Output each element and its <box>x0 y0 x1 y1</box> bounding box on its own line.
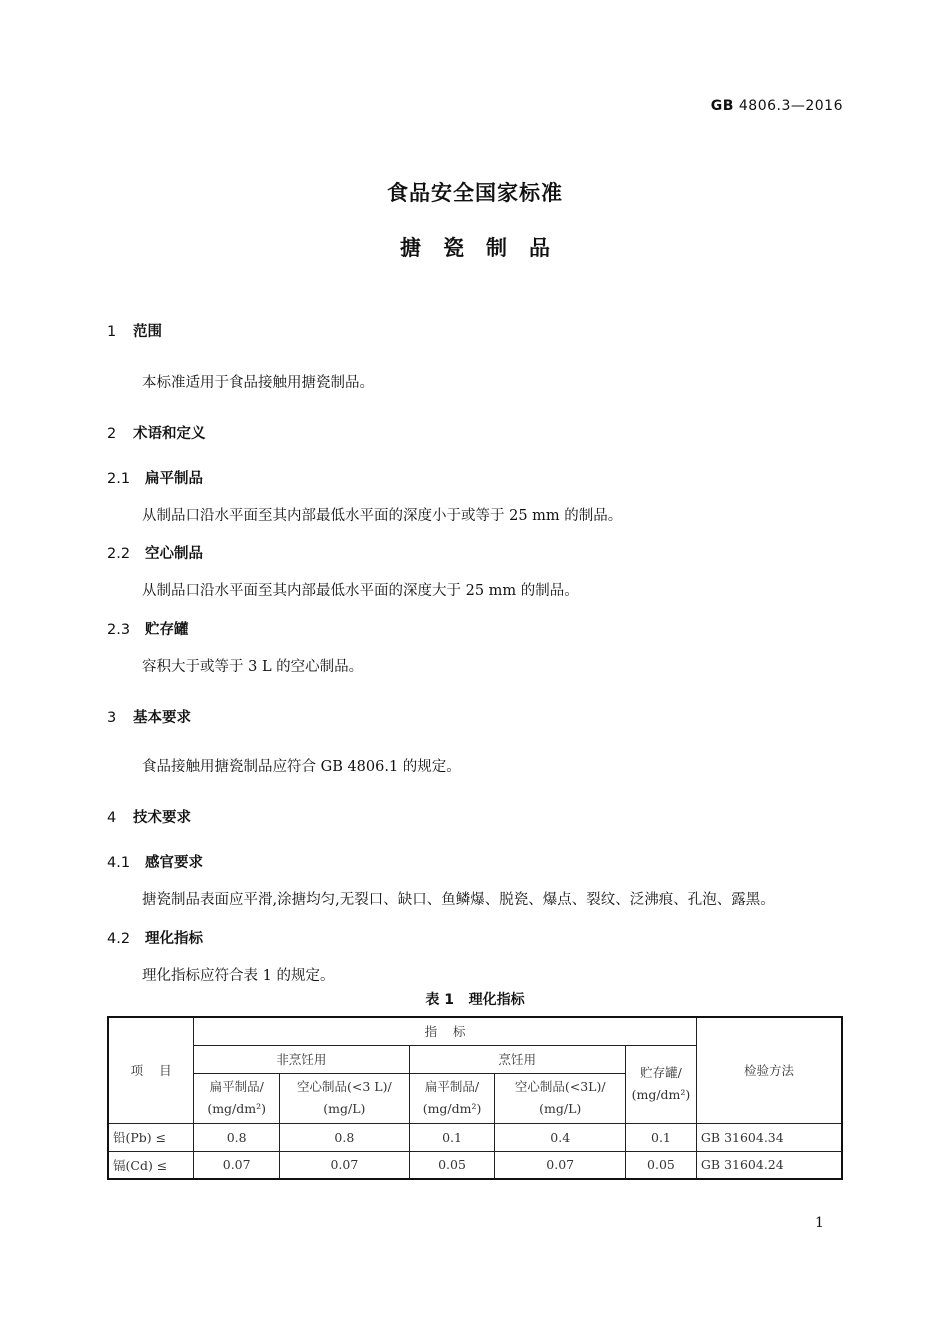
section-1-heading: 1 范围 <box>107 324 162 340</box>
header-non-cooking: 非烹饪用 <box>194 1045 409 1073</box>
cell-value: 0.8 <box>194 1123 280 1151</box>
section-2-1-heading: 2.1 扁平制品 <box>107 471 203 487</box>
section-4-1-text: 搪瓷制品表面应平滑,涂搪均匀,无裂口、缺口、鱼鳞爆、脱瓷、爆点、裂纹、泛沸痕、孔泡、露黑。 <box>142 892 775 908</box>
section-2-3-text: 容积大于或等于 3 L 的空心制品。 <box>142 659 364 675</box>
header-method: 检验方法 <box>696 1017 842 1123</box>
table-caption: 表 1 理化指标 <box>425 992 525 1008</box>
header-item: 项 目 <box>108 1017 194 1123</box>
cell-value: 0.05 <box>409 1151 495 1179</box>
section-3-text: 食品接触用搪瓷制品应符合 GB 4806.1 的规定。 <box>142 759 461 775</box>
cell-value: 0.07 <box>495 1151 626 1179</box>
section-2-3-heading: 2.3 贮存罐 <box>107 622 189 638</box>
table-row <box>108 1151 842 1179</box>
section-2-2-heading: 2.2 空心制品 <box>107 546 203 562</box>
cell-value: 0.07 <box>280 1151 410 1179</box>
section-2-1-text: 从制品口沿水平面至其内部最低水平面的深度小于或等于 25 mm 的制品。 <box>142 508 623 524</box>
cell-value: 0.07 <box>194 1151 280 1179</box>
page-number: 1 <box>815 1215 824 1231</box>
header-cooking: 烹饪用 <box>409 1045 625 1073</box>
standard-number: 4806.3—2016 <box>738 98 843 114</box>
header-flat-cooking: 扁平制品/ (mg/dm²) <box>409 1073 495 1123</box>
section-4-1-heading: 4.1 感官要求 <box>107 855 203 871</box>
header-hollow-cooking: 空心制品(<3L)/ (mg/L) <box>495 1073 626 1123</box>
cell-value: 0.8 <box>280 1123 410 1151</box>
cell-value: 0.1 <box>409 1123 495 1151</box>
document-subtitle: 搪瓷制品 <box>400 236 572 260</box>
cell-value: 0.1 <box>625 1123 696 1151</box>
standard-prefix: GB <box>710 98 734 114</box>
cell-value: 0.05 <box>625 1151 696 1179</box>
row-item: 铅(Pb) ≤ <box>108 1123 194 1151</box>
table-row <box>108 1123 842 1151</box>
header-flat-non-cooking: 扁平制品/ (mg/dm²) <box>194 1073 280 1123</box>
physicochemical-table <box>107 1016 843 1180</box>
section-4-2-text: 理化指标应符合表 1 的规定。 <box>142 968 335 984</box>
standard-code <box>711 98 843 114</box>
section-4-heading: 4 技术要求 <box>107 810 191 826</box>
section-4-2-heading: 4.2 理化指标 <box>107 931 203 947</box>
section-1-text: 本标准适用于食品接触用搪瓷制品。 <box>142 375 374 391</box>
section-2-2-text: 从制品口沿水平面至其内部最低水平面的深度大于 25 mm 的制品。 <box>142 583 579 599</box>
section-2-heading: 2 术语和定义 <box>107 426 206 442</box>
cell-method: GB 31604.24 <box>696 1151 842 1179</box>
header-hollow-non-cooking: 空心制品(<3 L)/ (mg/L) <box>280 1073 410 1123</box>
document-title: 食品安全国家标准 <box>387 181 563 205</box>
cell-method: GB 31604.34 <box>696 1123 842 1151</box>
header-storage: 贮存罐/ (mg/dm²) <box>625 1045 696 1123</box>
section-3-heading: 3 基本要求 <box>107 710 191 726</box>
cell-value: 0.4 <box>495 1123 626 1151</box>
header-indicator: 指 标 <box>194 1017 697 1045</box>
row-item: 镉(Cd) ≤ <box>108 1151 194 1179</box>
